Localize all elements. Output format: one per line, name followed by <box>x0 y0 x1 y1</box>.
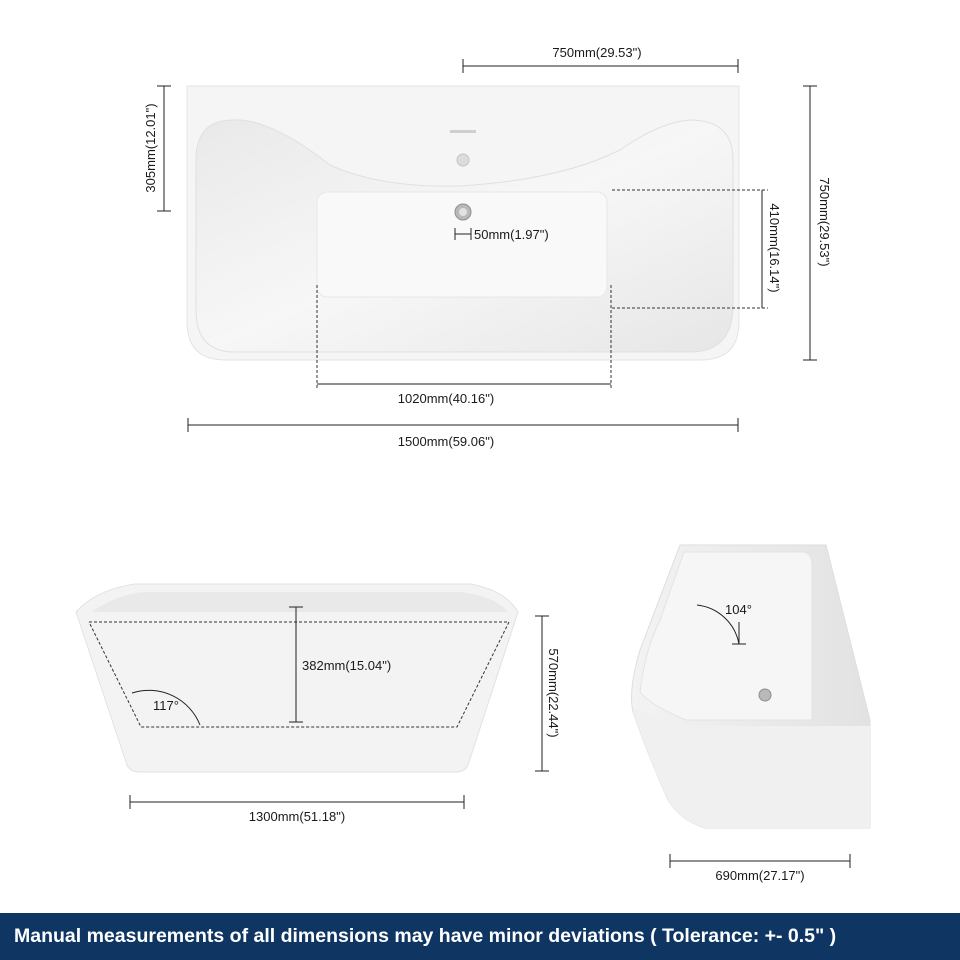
side-angle-label: 104° <box>725 602 752 617</box>
side-drain-icon <box>759 689 771 701</box>
front-depth-label: 382mm(15.04") <box>302 658 392 673</box>
tub-front-rim <box>92 592 508 612</box>
side-width-label: 750mm(29.53") <box>817 177 832 267</box>
back-height-label: 305mm(12.01") <box>143 103 158 193</box>
overall-width-label: 750mm(29.53") <box>552 45 642 60</box>
overflow-slot <box>450 130 476 133</box>
tolerance-note: Manual measurements of all dimensions may have minor deviations ( Tolerance: +- 0.5" ) <box>14 925 837 947</box>
bottom-length-label: 1300mm(51.18") <box>248 809 346 824</box>
front-view <box>76 584 561 824</box>
inner-width-label: 410mm(16.14") <box>767 203 782 293</box>
overall-length-label: 1500mm(59.06") <box>397 434 495 449</box>
tolerance-banner <box>0 913 960 960</box>
top-view <box>143 45 832 449</box>
drain-diameter-label: 50mm(1.97") <box>474 227 549 242</box>
side-width-bottom-label: 690mm(27.17") <box>715 868 805 883</box>
inner-length-label: 1020mm(40.16") <box>397 391 495 406</box>
tub-front-body <box>76 584 518 772</box>
overflow-icon <box>457 154 469 166</box>
front-height-label: 570mm(22.44") <box>546 648 561 738</box>
tub-side-basin <box>640 552 812 720</box>
front-angle-label: 117° <box>153 698 179 713</box>
side-view <box>632 545 870 883</box>
